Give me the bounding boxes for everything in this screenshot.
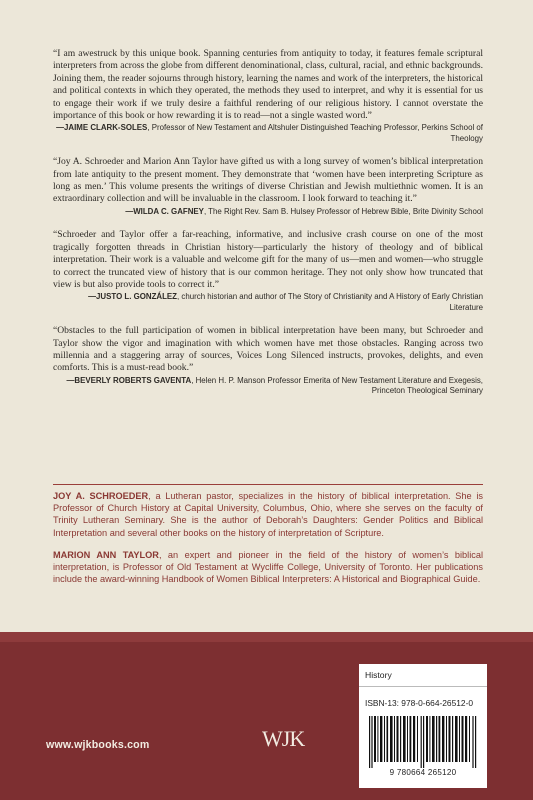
isbn-label: ISBN-13: 978-0-664-26512-0 xyxy=(365,698,474,708)
endorsement-4 xyxy=(53,325,483,396)
endorsements xyxy=(53,48,483,409)
publisher-logo: WJK xyxy=(262,726,305,751)
endorsement-1 xyxy=(53,48,483,144)
barcode-panel xyxy=(359,664,487,788)
endorsement-quote: “I am awestruck by this unique book. Spanning centuries from antiquity to today, it features female scriptural interpreters from across the globe from different denominational, class, cultural, racial, and ethnic backgrounds. Joining them, the reader sojourns through history, learning the names and work of the interpreters, the historical and political contexts in which they operated, the methods they used to interpret, and why it is essential for us to engage their work if we truly desire a faithful rendering of our religious history. I cannot overstate the importance of this book or how rewarding it is to read—not a single wasted word.” xyxy=(53,48,483,122)
endorser-title: , Helen H. P. Manson Professor Emerita of New Testament Literature and Exegesis, Princeton Theological Seminary xyxy=(191,375,483,396)
author-bio-text: , an expert and pioneer in the field of the history of women’s biblical interpretation, is Professor of Old Testament at Wycliffe College, University of Toronto. Her publications include the award-winning Handbook of Women Biblical Interpreters: A Historical and Biographical Guide. xyxy=(53,549,483,585)
author-bio xyxy=(53,549,483,586)
endorsement-quote: “Obstacles to the full participation of women in biblical interpretation have been many, but Schroeder and Taylor show the vigor and imagination with which women have met those obstacles. Ranging across two millennia and a staggering array of sources, Voices Long Silenced instructs, provokes, delights, and even comforts. This is a must-read book.” xyxy=(53,325,483,374)
endorser-name: —WILDA C. GAFNEY xyxy=(125,206,204,216)
endorser-title: , church historian and author of The Story of Christianity and A History of Early Christian Literature xyxy=(177,292,483,312)
endorser-name: —JAIME CLARK-SOLES xyxy=(56,123,148,133)
category-label: History xyxy=(365,670,392,680)
barcode-divider xyxy=(359,686,487,687)
footer-band-accent xyxy=(0,632,533,642)
endorser-name: —JUSTO L. GONZÁLEZ xyxy=(88,292,178,302)
endorsement-attribution xyxy=(53,123,483,144)
author-bios xyxy=(53,490,483,595)
divider xyxy=(53,484,483,485)
endorsement-2 xyxy=(53,156,483,217)
publisher-url[interactable]: www.wjkbooks.com xyxy=(46,739,150,751)
endorsement-attribution xyxy=(53,376,483,397)
author-bio xyxy=(53,490,483,539)
endorsement-quote: “Schroeder and Taylor offer a far-reaching, informative, and inclusive crash course on one of the most tragically forgotten threads in Christian history—particularly the history of theology and of biblical interpretation. Their work is a valuable and welcome gift for the many of us—men and women—who struggle to correct the truncated view of history that is our common heritage. They not only show how truncated that view is but also provide tools to correct it.” xyxy=(53,229,483,290)
endorser-title: , Professor of New Testament and Altshuler Distinguished Teaching Professor, Perkins School of Theology xyxy=(147,123,483,143)
author-name: MARION ANN TAYLOR xyxy=(53,549,159,560)
author-name: JOY A. SCHROEDER xyxy=(53,491,149,501)
endorser-name: —BEVERLY ROBERTS GAVENTA xyxy=(66,375,192,385)
endorser-title: , The Right Rev. Sam B. Hulsey Professor of Hebrew Bible, Brite Divinity School xyxy=(203,206,483,216)
endorsement-attribution xyxy=(53,292,483,313)
endorsement-quote: “Joy A. Schroeder and Marion Ann Taylor have gifted us with a long survey of women’s biblical interpretation from late antiquity to the present moment. They demonstrate that ‘women have been interpreting Scripture as long as men.’ This volume presents the writings of diverse Christian and Jewish multiethnic women. It is an extraordinary collection and will be invaluable in the classroom. I look forward to teaching it.” xyxy=(53,156,483,205)
barcode-icon xyxy=(369,716,477,768)
endorsement-3 xyxy=(53,229,483,313)
endorsement-attribution xyxy=(53,207,483,217)
barcode-number: 9 780664 265120 xyxy=(389,768,457,777)
author-bio-text: , a Lutheran pastor, specializes in the history of biblical interpretation. She is Professor of Church History at Capital University, Columbus, Ohio, where she serves on the faculty of Trinity Lutheran Seminary. She is the author of Deborah’s Daughters: Gender Politics and Biblical Interpretation and several other books on the history of interpretation of Scripture. xyxy=(53,491,483,538)
